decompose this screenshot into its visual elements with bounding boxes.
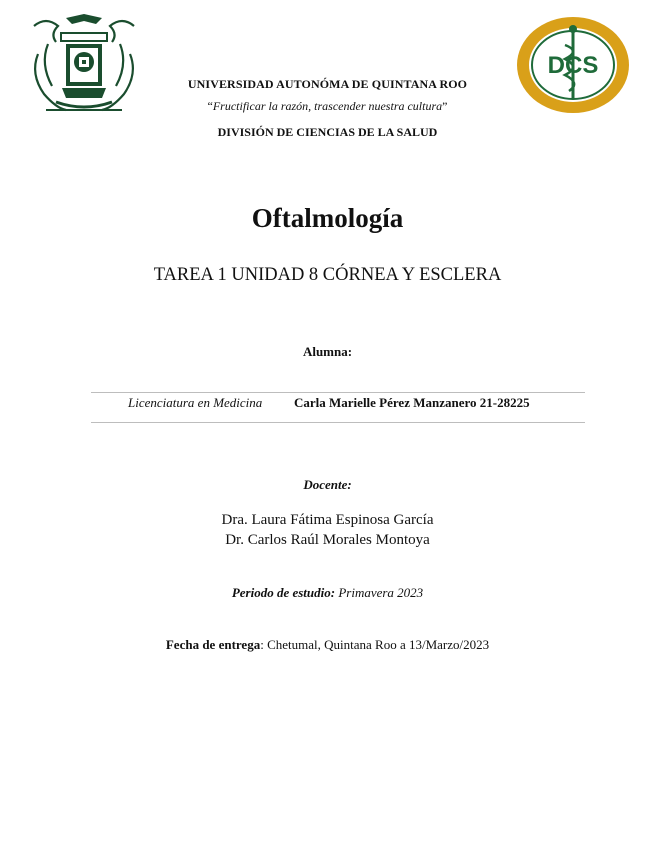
study-period: Periodo de estudio: Primavera 2023 — [231, 585, 424, 600]
document-subtitle: TAREA 1 UNIDAD 8 CÓRNEA Y ESCLERA — [153, 265, 502, 285]
university-name: UNIVERSIDAD AUTONÓMA DE QUINTANA ROO — [187, 77, 468, 91]
alumna-label: Alumna: — [302, 344, 353, 359]
delivery-date: Fecha de entrega: Chetumal, Quintana Roo a 13/Marzo/2023 — [165, 637, 490, 652]
program-name: Licenciatura en Medicina — [128, 395, 263, 410]
docente-name-1: Dra. Laura Fátima Espinosa García — [221, 512, 434, 528]
university-motto: “Fructificar la razón, trascender nuestra cultura” — [207, 99, 448, 113]
table-bottom-rule — [91, 422, 585, 423]
student-name: Carla Marielle Pérez Manzanero 21-28225 — [294, 395, 530, 410]
division-name: DIVISIÓN DE CIENCIAS DE LA SALUD — [217, 125, 438, 139]
dcs-logo-text: DCS — [547, 52, 599, 79]
table-top-rule — [91, 392, 585, 393]
docente-label: Docente: — [303, 477, 352, 492]
document-title: Oftalmología — [251, 203, 404, 233]
docente-name-2: Dr. Carlos Raúl Morales Montoya — [225, 532, 430, 548]
